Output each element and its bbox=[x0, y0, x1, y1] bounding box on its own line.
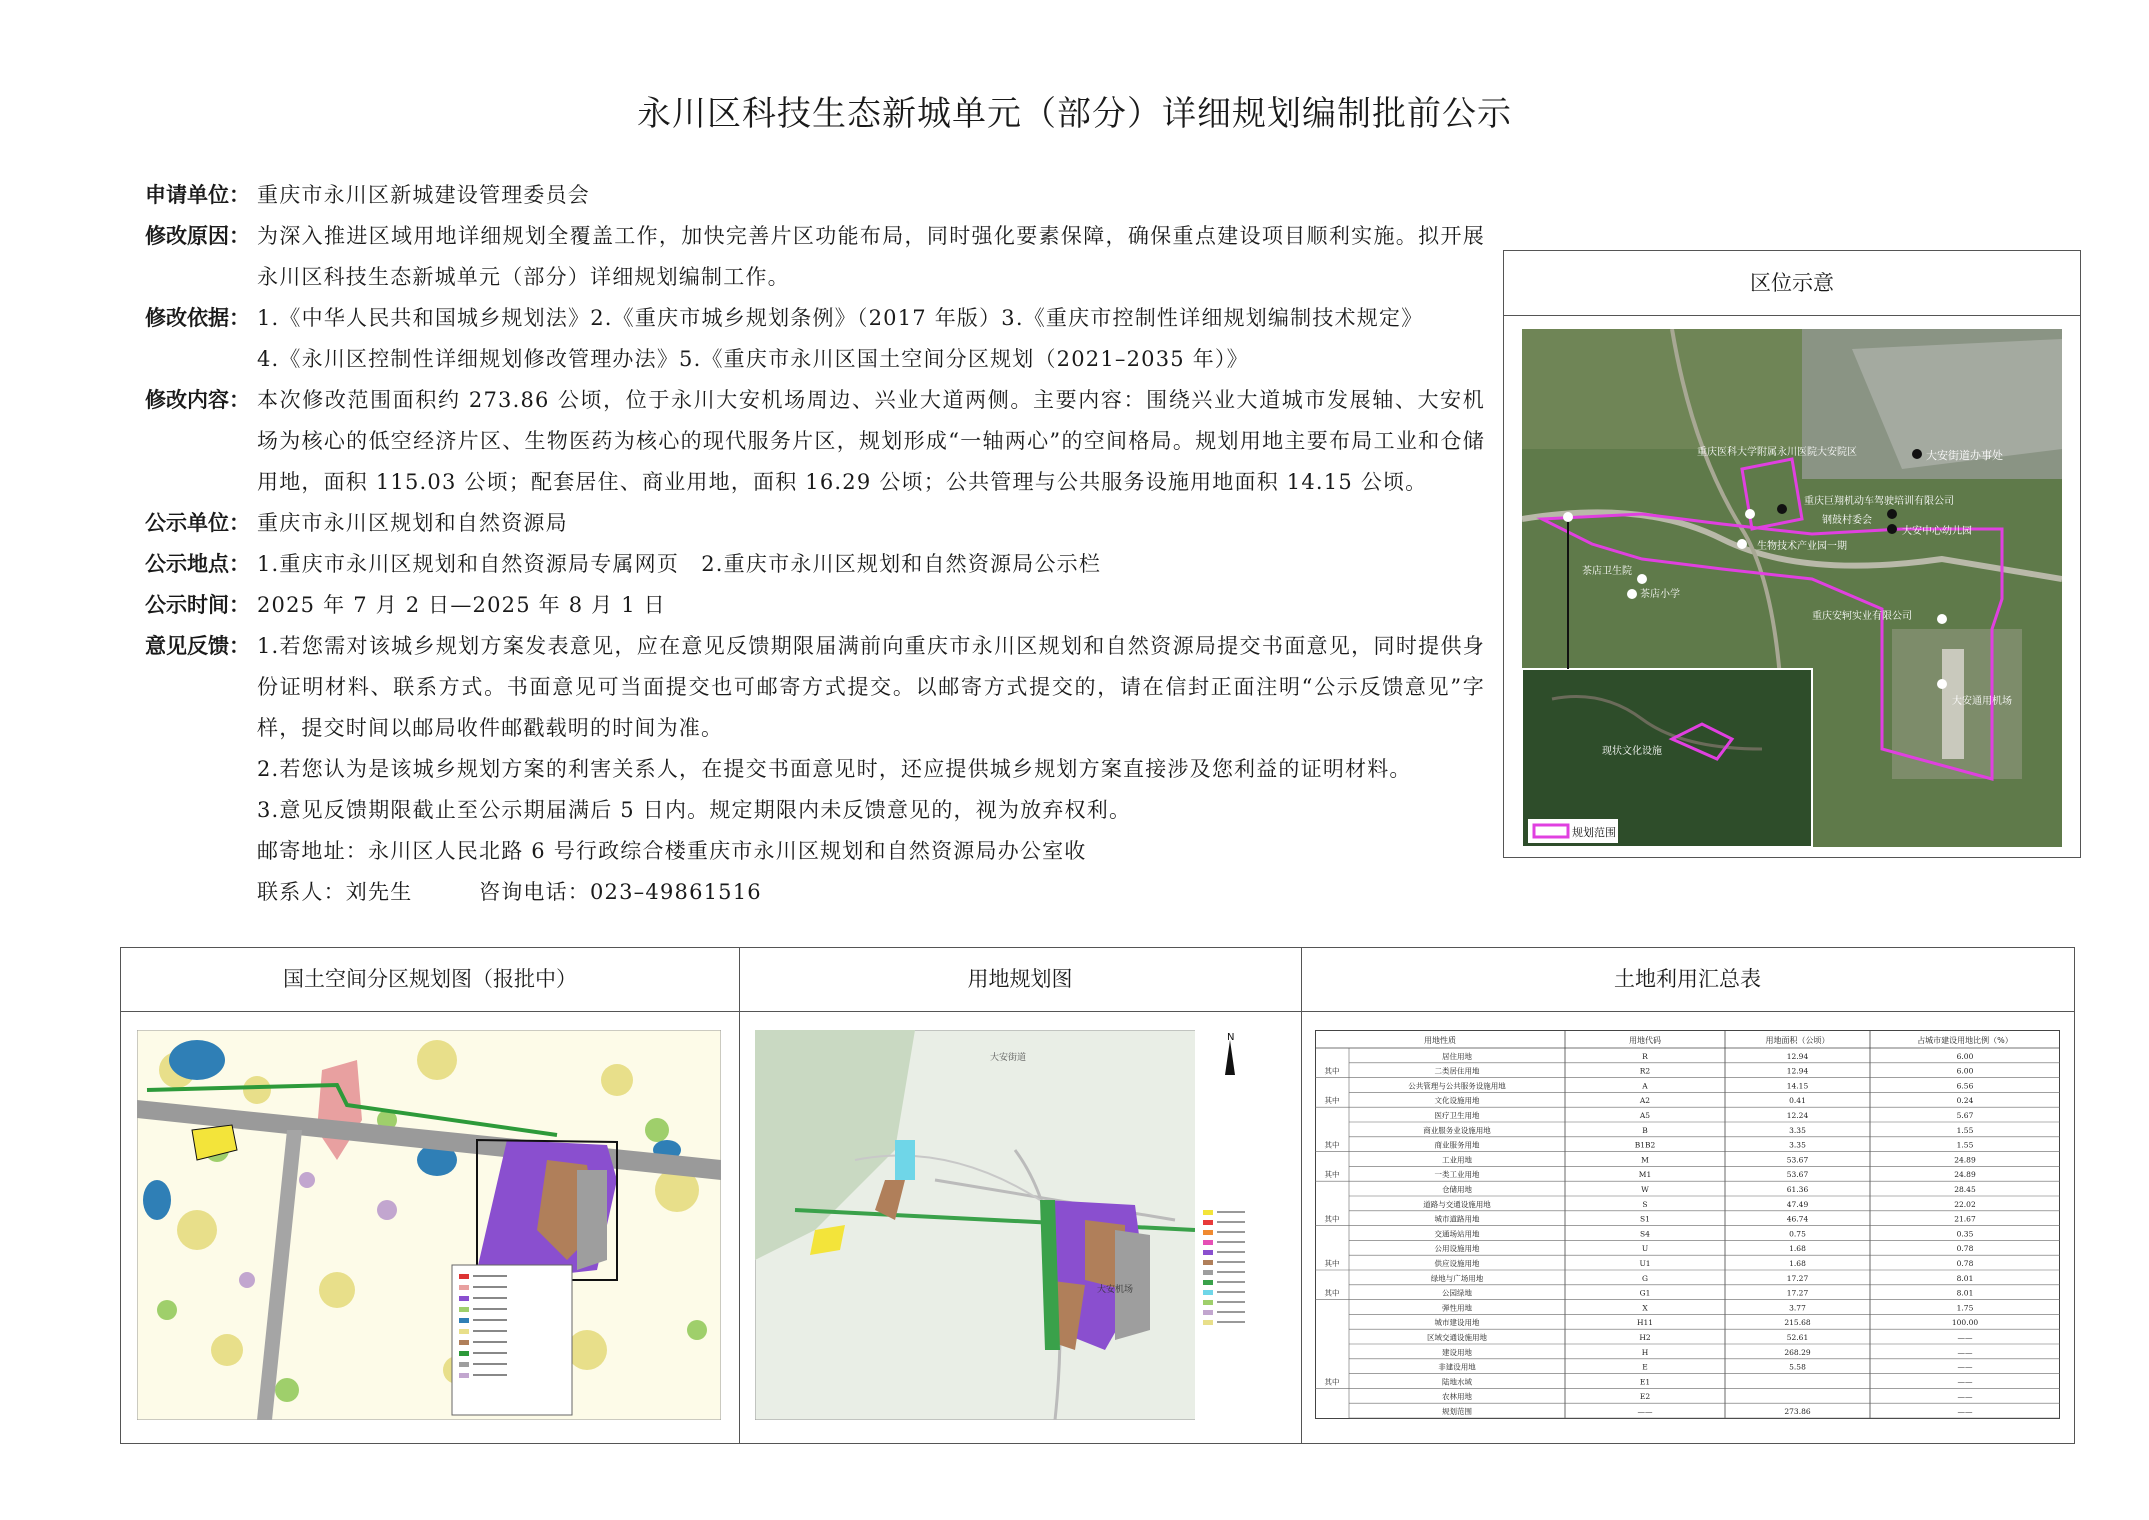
table-header-cell: 占城市建设用地比例（%） bbox=[1917, 1036, 2013, 1045]
table-cell: 52.61 bbox=[1786, 1333, 1809, 1342]
table-cell: 二类居住用地 bbox=[1434, 1066, 1480, 1076]
table-cell: 0.24 bbox=[1956, 1096, 1974, 1106]
location-panel-header: 区位示意 bbox=[1504, 251, 2080, 316]
table-cell: E2 bbox=[1639, 1392, 1651, 1402]
basis-line-2: 4.《永川区控制性详细规划修改管理办法》5.《重庆市永川区国土空间分区规划（2021–2035 年）》 bbox=[257, 347, 1249, 371]
zoning-panel-header: 国土空间分区规划图（报批中） bbox=[121, 948, 739, 1012]
loc-label-7: 茶店小学 bbox=[1640, 589, 1680, 600]
table-cell: 24.89 bbox=[1954, 1170, 1976, 1180]
table-header-cell: 用地面积（公顷） bbox=[1765, 1036, 1830, 1045]
zoning-legend bbox=[452, 1265, 572, 1415]
table-cell: 0.35 bbox=[1956, 1229, 1974, 1239]
table-cell: 6.56 bbox=[1956, 1081, 1974, 1091]
table-cell: 非建设用地 bbox=[1438, 1362, 1476, 1372]
table-cell: 工业用地 bbox=[1442, 1155, 1472, 1165]
table-cell: 医疗卫生用地 bbox=[1434, 1111, 1480, 1120]
reason-value: 为深入推进区域用地详细规划全覆盖工作，加快完善片区功能布局，同时强化要素保障，确保重点建设项目顺利实施。拟开展永川区科技生态新城单元（部分）详细规划编制工作。 bbox=[257, 224, 1485, 289]
time-row bbox=[145, 585, 1485, 626]
table-cell: 28.45 bbox=[1954, 1185, 1976, 1194]
reason-label: 修改原因： bbox=[145, 224, 250, 248]
table-cell: H2 bbox=[1639, 1333, 1651, 1342]
table-cell: 53.67 bbox=[1786, 1155, 1809, 1165]
land-table-panel bbox=[1301, 948, 2074, 1443]
table-cell: 6.00 bbox=[1956, 1066, 1974, 1076]
table-cell: 其中 bbox=[1324, 1288, 1340, 1298]
table-cell: B1B2 bbox=[1634, 1140, 1656, 1150]
landuse-panel bbox=[739, 948, 1302, 1443]
place-value: 1.重庆市永川区规划和自然资源局专属网页 2.重庆市永川区规划和自然资源局公示栏 bbox=[257, 552, 1102, 576]
loc-label-2: 重庆巨翔机动车驾驶培训有限公司 bbox=[1804, 496, 1954, 507]
table-cell: 3.77 bbox=[1789, 1303, 1806, 1313]
table-cell: S4 bbox=[1640, 1229, 1650, 1239]
landuse-map bbox=[755, 1030, 1285, 1420]
table-cell: W bbox=[1641, 1185, 1649, 1194]
basis-row bbox=[145, 298, 1485, 339]
table-cell: 17.27 bbox=[1786, 1288, 1809, 1298]
table-cell: 公用设施用地 bbox=[1434, 1244, 1480, 1254]
table-cell: 0.75 bbox=[1789, 1229, 1806, 1239]
table-cell: 区域交通设施用地 bbox=[1427, 1333, 1487, 1342]
table-cell: 其中 bbox=[1324, 1170, 1340, 1180]
land-table-header: 土地利用汇总表 bbox=[1301, 948, 2074, 1012]
table-cell: 12.24 bbox=[1786, 1111, 1809, 1120]
location-panel bbox=[1503, 250, 2081, 858]
loc-label-8: 重庆安轲实业有限公司 bbox=[1812, 611, 1912, 622]
table-cell: 其中 bbox=[1324, 1377, 1340, 1387]
svg-text:N: N bbox=[1227, 1032, 1235, 1043]
table-cell: E1 bbox=[1639, 1377, 1651, 1387]
basis-label: 修改依据： bbox=[145, 306, 250, 330]
table-cell: 100.00 bbox=[1951, 1318, 1979, 1328]
table-header-cell: 用地代码 bbox=[1629, 1036, 1661, 1045]
feedback-item-2: 2.若您认为是该城乡规划方案的利害关系人，在提交书面意见时，还应提供城乡规划方案直接涉及您利益的证明材料。 bbox=[257, 757, 1412, 781]
time-value: 2025 年 7 月 2 日—2025 年 8 月 1 日 bbox=[257, 593, 666, 617]
table-cell: 22.02 bbox=[1954, 1199, 1976, 1209]
loc-label-6: 茶店卫生院 bbox=[1582, 566, 1632, 577]
mailing-address: 邮寄地址：永川区人民北路 6 号行政综合楼重庆市永川区规划和自然资源局办公室收 bbox=[257, 839, 1087, 863]
table-cell: 农林用地 bbox=[1442, 1392, 1472, 1402]
loc-label-3: 钢鼓村委会 bbox=[1822, 515, 1872, 526]
table-cell: 0.78 bbox=[1956, 1244, 1974, 1254]
table-cell: 其中 bbox=[1324, 1066, 1340, 1076]
table-cell: 5.67 bbox=[1956, 1111, 1974, 1120]
table-cell: 268.29 bbox=[1784, 1347, 1811, 1357]
table-cell: 公园绿地 bbox=[1442, 1288, 1472, 1298]
table-cell: 供应设施用地 bbox=[1434, 1259, 1480, 1268]
time-label: 公示时间： bbox=[145, 593, 250, 617]
table-cell: 12.94 bbox=[1786, 1051, 1809, 1061]
reason-row bbox=[145, 216, 1485, 298]
table-cell: 一类工业用地 bbox=[1434, 1170, 1480, 1180]
loc-label-0: 大安街道办事处 bbox=[1926, 449, 2003, 462]
table-cell: 公共管理与公共服务设施用地 bbox=[1408, 1081, 1506, 1091]
location-legend-label: 规划范围 bbox=[1572, 826, 1616, 839]
table-cell: 8.01 bbox=[1956, 1273, 1974, 1283]
table-cell: —— bbox=[1957, 1362, 1973, 1372]
table-cell: 0.41 bbox=[1789, 1096, 1806, 1106]
content-value: 本次修改范围面积约 273.86 公顷，位于永川大安机场周边、兴业大道两侧。主要内容：围绕兴业大道城市发展轴、大安机场为核心的低空经济片区、生物医药为核心的现代服务片区，规划形成“一轴两心”的空间格局。规划用地主要布局工业和仓储用地，面积 115.03 公顷；配套居住、商业用地，面积 16.29 公顷；公共管理与公共服务设施用地面积 14.15 公顷。 bbox=[257, 388, 1485, 494]
table-cell: 3.35 bbox=[1789, 1140, 1806, 1150]
table-cell: 1.55 bbox=[1956, 1140, 1974, 1150]
table-cell: 陆地水域 bbox=[1442, 1377, 1472, 1387]
table-cell: M bbox=[1641, 1155, 1649, 1165]
applicant-row bbox=[145, 175, 1485, 216]
table-cell: X bbox=[1642, 1303, 1648, 1313]
loc-label-9: 大安通用机场 bbox=[1952, 696, 2012, 707]
table-cell: 规划范围 bbox=[1442, 1407, 1472, 1416]
table-cell: 17.27 bbox=[1786, 1273, 1809, 1283]
landuse-airport-label: 大安机场 bbox=[1097, 1285, 1134, 1295]
table-cell: E bbox=[1642, 1362, 1648, 1372]
table-cell: 21.67 bbox=[1954, 1214, 1976, 1224]
table-cell: —— bbox=[1957, 1392, 1973, 1402]
table-header-cell: 用地性质 bbox=[1424, 1036, 1456, 1045]
basis-line-1: 1.《中华人民共和国城乡规划法》2.《重庆市城乡规划条例》（2017 年版）3.《重庆市控制性详细规划编制技术规定》 bbox=[257, 306, 1424, 330]
zoning-map bbox=[137, 1030, 721, 1420]
table-cell: 其中 bbox=[1324, 1140, 1340, 1150]
publisher-row bbox=[145, 503, 1485, 544]
table-cell: R bbox=[1642, 1051, 1648, 1061]
applicant-label: 申请单位： bbox=[145, 183, 250, 207]
table-cell: M1 bbox=[1638, 1170, 1652, 1180]
table-cell: H bbox=[1641, 1347, 1649, 1357]
table-cell: 仓储用地 bbox=[1442, 1185, 1472, 1194]
table-cell: 3.35 bbox=[1789, 1125, 1806, 1135]
table-cell: —— bbox=[1957, 1407, 1973, 1416]
table-cell: 其中 bbox=[1324, 1259, 1340, 1268]
table-cell: 其中 bbox=[1324, 1214, 1340, 1224]
table-cell: 0.78 bbox=[1956, 1259, 1974, 1268]
land-use-table bbox=[1315, 1030, 2060, 1428]
table-cell: 46.74 bbox=[1786, 1214, 1809, 1224]
table-cell: A bbox=[1642, 1081, 1648, 1091]
table-cell: 273.86 bbox=[1784, 1407, 1811, 1416]
table-cell: —— bbox=[1957, 1333, 1973, 1342]
table-cell: —— bbox=[1637, 1407, 1653, 1416]
table-cell: 其中 bbox=[1324, 1096, 1340, 1106]
applicant-value: 重庆市永川区新城建设管理委员会 bbox=[257, 183, 590, 207]
landuse-road-label: 大安街道 bbox=[990, 1053, 1027, 1063]
notice-info bbox=[145, 175, 1485, 913]
table-cell: A5 bbox=[1639, 1111, 1651, 1120]
table-cell: —— bbox=[1957, 1377, 1973, 1387]
table-cell: 交通场站用地 bbox=[1434, 1229, 1480, 1239]
table-cell: 1.55 bbox=[1956, 1125, 1974, 1135]
contact-info: 联系人：刘先生 咨询电话：023–49861516 bbox=[257, 880, 762, 904]
table-cell: U bbox=[1641, 1244, 1649, 1254]
table-cell: 61.36 bbox=[1786, 1185, 1809, 1194]
feedback-item-3: 3.意见反馈期限截止至公示期届满后 5 日内。规定期限内未反馈意见的，视为放弃权利。 bbox=[257, 798, 1132, 822]
table-cell: 1.68 bbox=[1789, 1244, 1806, 1254]
table-cell: —— bbox=[1957, 1347, 1973, 1357]
loc-label-4: 大安中心幼儿园 bbox=[1902, 526, 1972, 537]
table-cell: 文化设施用地 bbox=[1434, 1096, 1480, 1106]
content-row bbox=[145, 380, 1485, 503]
landuse-panel-header: 用地规划图 bbox=[739, 948, 1301, 1012]
table-cell: 12.94 bbox=[1786, 1066, 1809, 1076]
publisher-value: 重庆市永川区规划和自然资源局 bbox=[257, 511, 568, 535]
place-label: 公示地点： bbox=[145, 552, 250, 576]
table-cell: S1 bbox=[1640, 1214, 1650, 1224]
table-cell: 215.68 bbox=[1784, 1318, 1811, 1328]
table-cell: 城市建设用地 bbox=[1434, 1318, 1480, 1328]
table-cell: 8.01 bbox=[1956, 1288, 1974, 1298]
table-cell: 城市道路用地 bbox=[1434, 1214, 1480, 1224]
table-cell: U1 bbox=[1639, 1259, 1651, 1268]
content-label: 修改内容： bbox=[145, 388, 250, 412]
table-cell: 弹性用地 bbox=[1442, 1303, 1472, 1313]
publisher-label: 公示单位： bbox=[145, 511, 250, 535]
table-cell: 商业服务业设施用地 bbox=[1423, 1125, 1491, 1135]
table-cell: 建设用地 bbox=[1442, 1347, 1472, 1357]
table-cell: 6.00 bbox=[1956, 1051, 1974, 1061]
location-map bbox=[1522, 329, 2062, 847]
table-cell: 居住用地 bbox=[1442, 1051, 1472, 1061]
loc-label-5: 生物技术产业园一期 bbox=[1757, 541, 1847, 552]
zoning-panel bbox=[121, 948, 740, 1443]
table-cell: 1.75 bbox=[1956, 1303, 1974, 1313]
feedback-label: 意见反馈： bbox=[145, 634, 250, 658]
table-cell: 47.49 bbox=[1786, 1199, 1809, 1209]
table-cell: 14.15 bbox=[1786, 1081, 1809, 1091]
table-cell: 道路与交通设施用地 bbox=[1423, 1199, 1491, 1209]
table-cell: B bbox=[1642, 1125, 1648, 1135]
feedback-row bbox=[145, 626, 1485, 749]
loc-label-10: 现状文化设施 bbox=[1602, 746, 1662, 757]
table-cell: 53.67 bbox=[1786, 1170, 1809, 1180]
table-cell: H11 bbox=[1636, 1318, 1654, 1328]
table-cell: G1 bbox=[1639, 1288, 1651, 1298]
page-title: 永川区科技生态新城单元（部分）详细规划编制批前公示 bbox=[637, 94, 1512, 134]
loc-label-1: 重庆医科大学附属永川医院大安院区 bbox=[1697, 447, 1857, 458]
table-cell: 绿地与广场用地 bbox=[1430, 1273, 1484, 1283]
feedback-item-1: 1.若您需对该城乡规划方案发表意见，应在意见反馈期限届满前向重庆市永川区规划和自然资源局提交书面意见，同时提供身份证明材料、联系方式。书面意见可当面提交也可邮寄方式提交。以邮寄方式提交的，请在信封正面注明“公示反馈意见”字样，提交时间以邮局收件邮戳载明的时间为准。 bbox=[257, 634, 1485, 740]
place-row bbox=[145, 544, 1485, 585]
table-cell: G bbox=[1642, 1273, 1648, 1283]
table-cell: 24.89 bbox=[1954, 1155, 1976, 1165]
table-cell: S bbox=[1642, 1199, 1648, 1209]
table-cell: R2 bbox=[1639, 1066, 1651, 1076]
table-cell: 商业服务用地 bbox=[1434, 1140, 1480, 1150]
bottom-panels bbox=[120, 947, 2075, 1444]
table-cell: 5.58 bbox=[1789, 1362, 1806, 1372]
table-cell: A2 bbox=[1639, 1096, 1651, 1106]
table-cell: 1.68 bbox=[1789, 1259, 1806, 1268]
